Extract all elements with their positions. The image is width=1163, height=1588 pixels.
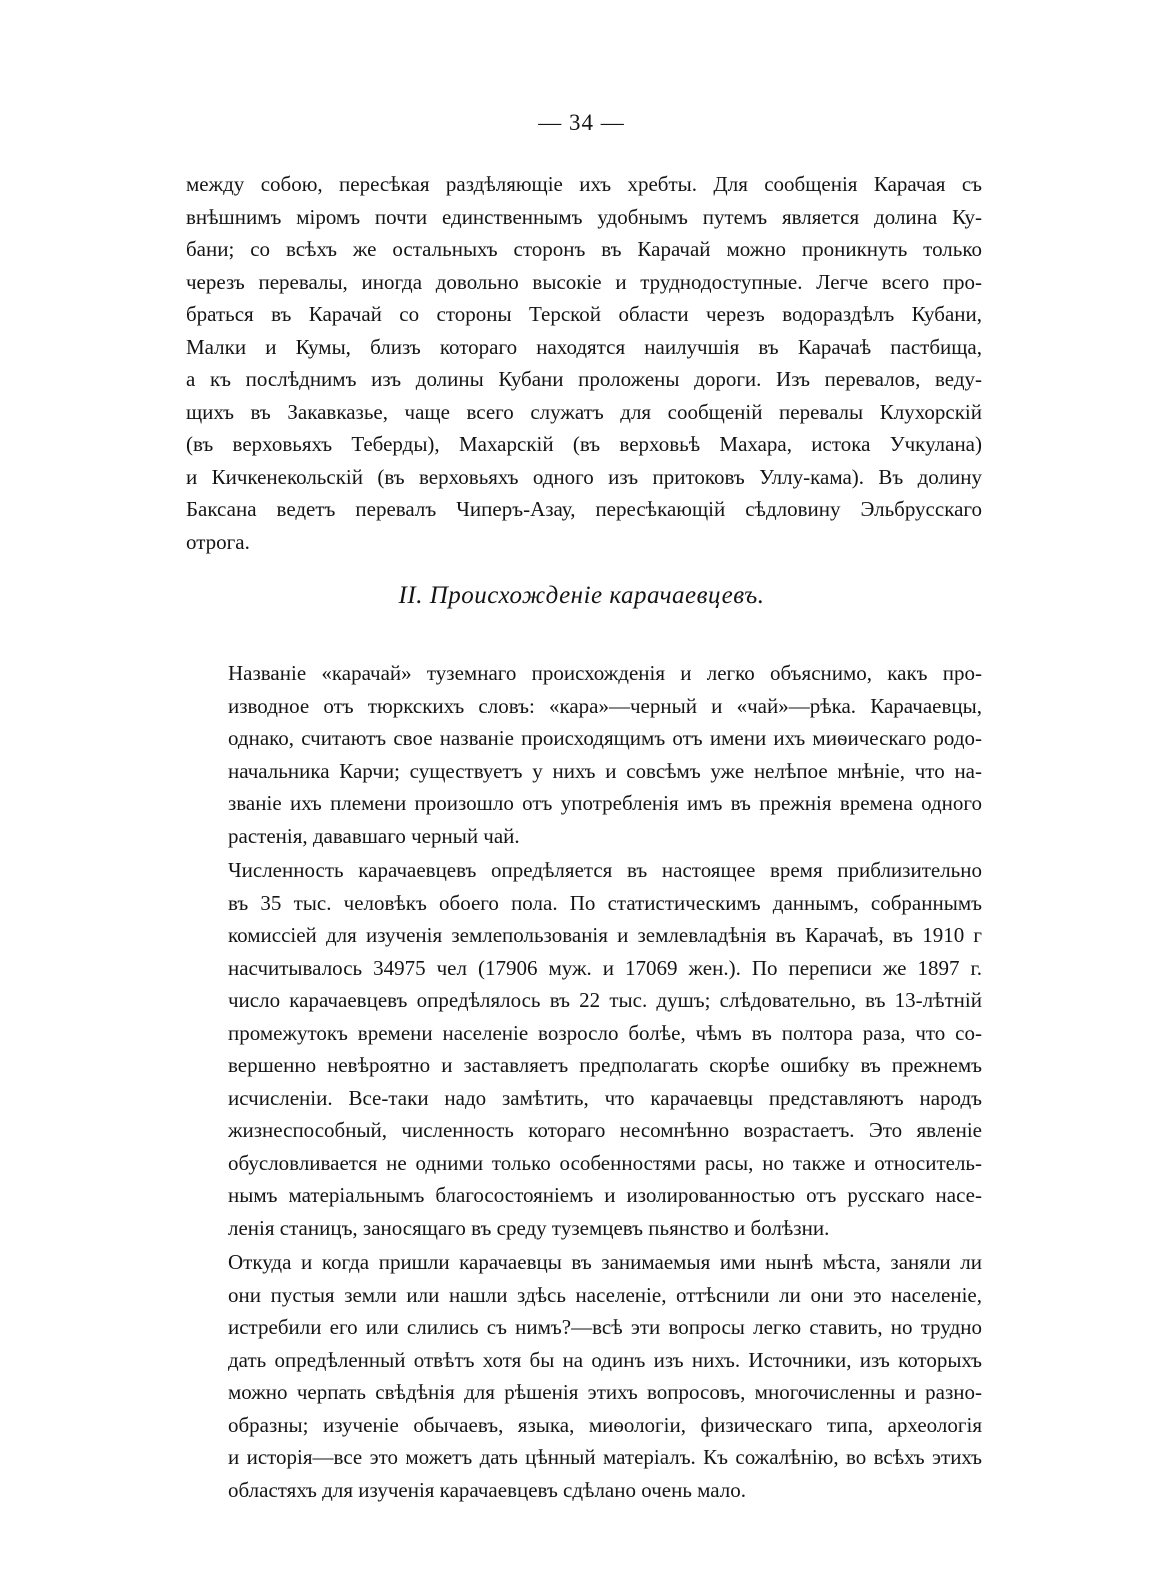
text-line: нымъ матеріальнымъ благосостояніемъ и изолированностью отъ русскаго насе- xyxy=(228,1183,982,1207)
text-line: внѣшнимъ міромъ почти единственнымъ удобнымъ путемъ является долина Ку- xyxy=(186,204,982,229)
paragraph-population xyxy=(186,854,982,1244)
text-line: бани; со всѣхъ же остальныхъ сторонъ въ Карачай можно проникнуть только xyxy=(186,237,982,261)
text-line: Баксана ведетъ перевалъ Чиперъ-Азау, пересѣкающій сѣдловину Эльбрусскаго xyxy=(186,497,982,521)
text-line: а къ послѣднимъ изъ долины Кубани проложены дороги. Изъ перевалов, веду- xyxy=(186,367,982,391)
text-line: истребили его или слились съ нимъ?—всѣ эти вопросы легко ставить, но трудно xyxy=(228,1315,982,1339)
section-heading: II. Происхожденіе карачаевцевъ. xyxy=(398,582,765,609)
text-line: дать опредѣленный отвѣтъ хотя бы на одинъ изъ нихъ. Источники, изъ которыхъ xyxy=(228,1347,982,1372)
text-line: Названіе «карачай» туземнаго происхожденія и легко объяснимо, какъ про- xyxy=(228,661,982,685)
text-line: отрога. xyxy=(186,529,250,554)
text-line: однако, считаютъ свое названіе происходящимъ отъ имени ихъ миѳическаго родо- xyxy=(228,726,982,750)
text-line: званіе ихъ племени произошло отъ употребленія имъ въ прежнія времена одного xyxy=(228,791,982,815)
continuation-paragraph xyxy=(186,168,982,558)
section-body xyxy=(186,657,982,1506)
paragraph-name-origin xyxy=(186,657,982,852)
text-line: они пустыя земли или нашли здѣсь населеніе, оттѣснили ли они это населеніе, xyxy=(228,1282,982,1307)
text-line: областяхъ для изученія карачаевцевъ сдѣлано очень мало. xyxy=(228,1477,747,1502)
text-line: Малки и Кумы, близъ котораго находятся наилучшія въ Карачаѣ пастбища, xyxy=(186,334,982,359)
text-line: и Кичкенекольскій (въ верховьяхъ одного изъ притоковъ Уллу-кама). Въ долину xyxy=(186,464,982,489)
text-line: (въ верховьяхъ Теберды), Махарскій (въ верховьѣ Махара, истока Учкулана) xyxy=(186,432,982,456)
text-line: браться въ Карачай со стороны Терской области черезъ водораздѣлъ Кубани, xyxy=(186,302,982,326)
text-line: образны; изученіе обычаевъ, языка, миѳологіи, физическаго типа, археологія xyxy=(228,1412,982,1437)
text-line: ленія станицъ, заносящаго въ среду туземцевъ пьянство и болѣзни. xyxy=(228,1215,830,1240)
paragraph-origin-questions xyxy=(186,1246,982,1506)
text-line: жизнеспособный, численность котораго несомнѣнно возрастаетъ. Это явленіе xyxy=(228,1118,982,1142)
text-line: въ 35 тыс. человѣкъ обоего пола. По статистическимъ даннымъ, собраннымъ xyxy=(228,890,982,915)
text-line: обусловливается не одними только особенностями расы, но также и относитель- xyxy=(228,1150,982,1175)
text-line: щихъ въ Закавказье, чаще всего служатъ для сообщеній перевалы Клухорскій xyxy=(186,399,982,424)
text-line: комиссіей для изученія землепользованія и землевладѣнія въ Карачаѣ, въ 1910 г xyxy=(228,923,982,947)
text-line: и исторія—все это можетъ дать цѣнный матеріалъ. Къ сожалѣнію, во всѣхъ этихъ xyxy=(228,1445,982,1469)
text-line: вершенно невѣроятно и заставляетъ предполагать скорѣе ошибку въ прежнемъ xyxy=(228,1053,982,1077)
text-line: между собою, пересѣкая раздѣляющіе ихъ хребты. Для сообщенія Карачая съ xyxy=(186,172,982,196)
text-line: насчитывалось 34975 чел (17906 муж. и 17069 жен.). По переписи же 1897 г. xyxy=(228,955,982,980)
page-number: — 34 — xyxy=(538,110,625,135)
text-line: начальника Карчи; существуетъ у нихъ и совсѣмъ уже нелѣпое мнѣніе, что на- xyxy=(228,758,982,783)
text-line: можно черпать свѣдѣнія для рѣшенія этихъ вопросовъ, многочисленны и разно- xyxy=(228,1380,982,1404)
text-line: черезъ перевалы, иногда довольно высокіе и труднодоступные. Легче всего про- xyxy=(186,269,982,294)
text-line: Численность карачаевцевъ опредѣляется въ настоящее время приблизительно xyxy=(228,858,982,882)
text-line: число карачаевцевъ опредѣлялось въ 22 тыс. душъ; слѣдовательно, въ 13-лѣтній xyxy=(228,988,982,1012)
text-line: растенія, дававшаго черный чай. xyxy=(228,823,520,848)
text-line: исчисленіи. Все-таки надо замѣтить, что карачаевцы представляютъ народъ xyxy=(228,1085,982,1110)
text-line: изводное отъ тюркскихъ словъ: «кара»—черный и «чай»—рѣка. Карачаевцы, xyxy=(228,693,982,718)
text-line: промежутокъ времени населеніе возросло болѣе, чѣмъ въ полтора раза, что со- xyxy=(228,1020,982,1045)
text-line: Откуда и когда пришли карачаевцы въ занимаемыя ими нынѣ мѣста, заняли ли xyxy=(228,1250,982,1274)
